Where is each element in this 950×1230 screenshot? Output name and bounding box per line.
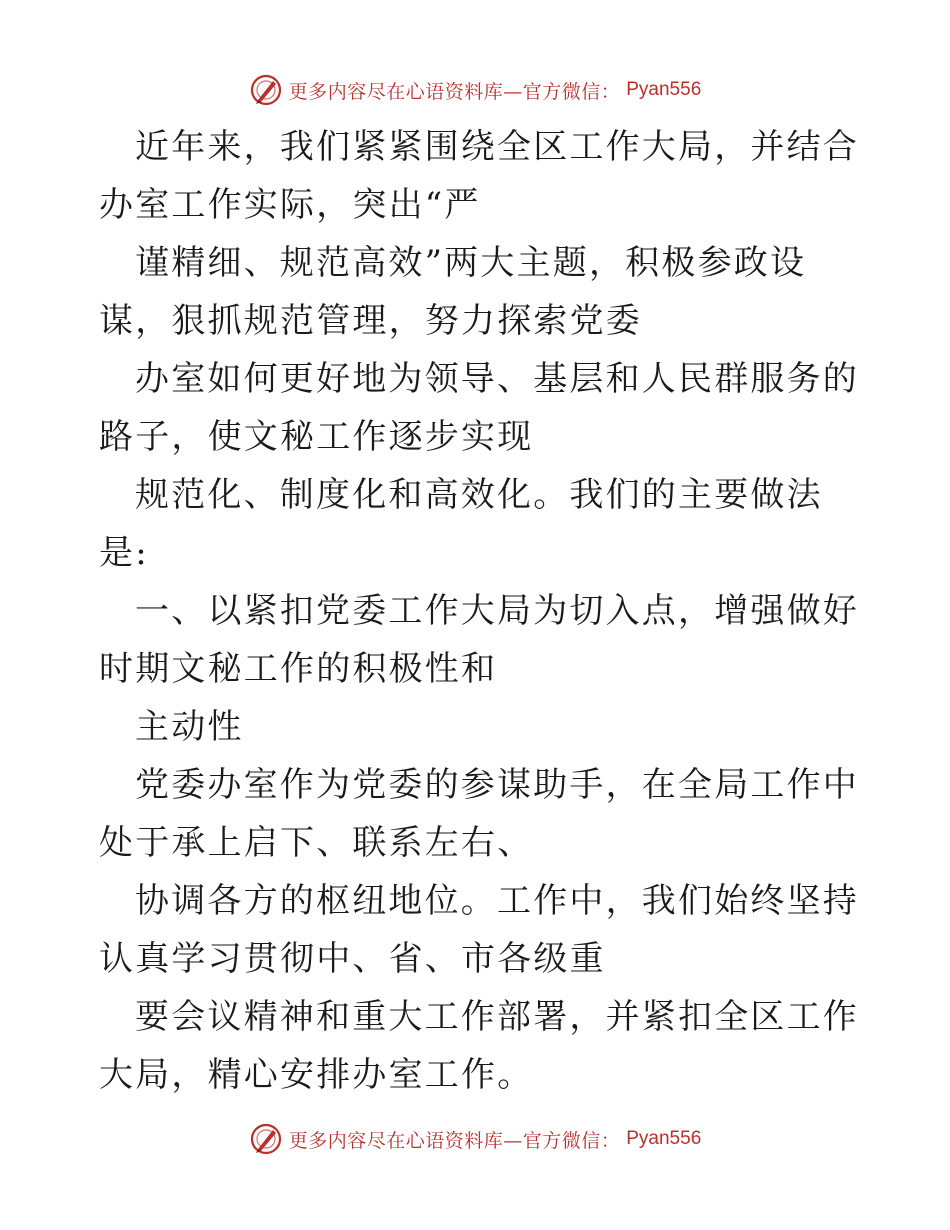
footer-banner-text: 更多内容尽在心语资料库—官方微信： — [288, 1129, 621, 1152]
document-body — [99, 118, 859, 1104]
paragraph-3: 办室如何更好地为领导、基层和人民群服务的路子，使文秘工作逐步实现 — [99, 359, 859, 457]
paragraph-5: 一、以紧扣党委工作大局为切入点，增强做好时期文秘工作的积极性和 — [99, 591, 859, 689]
footer-watermark-banner — [0, 1119, 950, 1159]
paragraph-7: 党委办室作为党委的参谋助手，在全局工作中处于承上启下、联系左右、 — [99, 765, 859, 863]
paragraph-8: 协调各方的枢纽地位。工作中，我们始终坚持认真学习贯彻中、省、市各级重 — [99, 881, 859, 979]
paragraph-4: 规范化、制度化和高效化。我们的主要做法是: — [99, 475, 823, 573]
paragraph-1: 近年来，我们紧紧围绕全区工作大局，并结合办室工作实际，突出“严 — [99, 127, 859, 225]
header-banner-text: 更多内容尽在心语资料库—官方微信： — [288, 80, 621, 103]
header-watermark-banner — [0, 70, 950, 110]
paragraph-9: 要会议精神和重大工作部署，并紧扣全区工作大局，精心安排办室工作。 — [99, 997, 859, 1095]
pen-logo-icon — [249, 73, 283, 107]
header-banner-id: Pyan556 — [626, 79, 702, 100]
paragraph-6: 主动性 — [135, 707, 244, 747]
pen-logo-icon — [249, 1122, 283, 1156]
paragraph-2: 谨精细、规范高效”两大主题，积极参政设谋，狠抓规范管理，努力探索党委 — [99, 243, 807, 341]
footer-banner-id: Pyan556 — [626, 1128, 702, 1149]
